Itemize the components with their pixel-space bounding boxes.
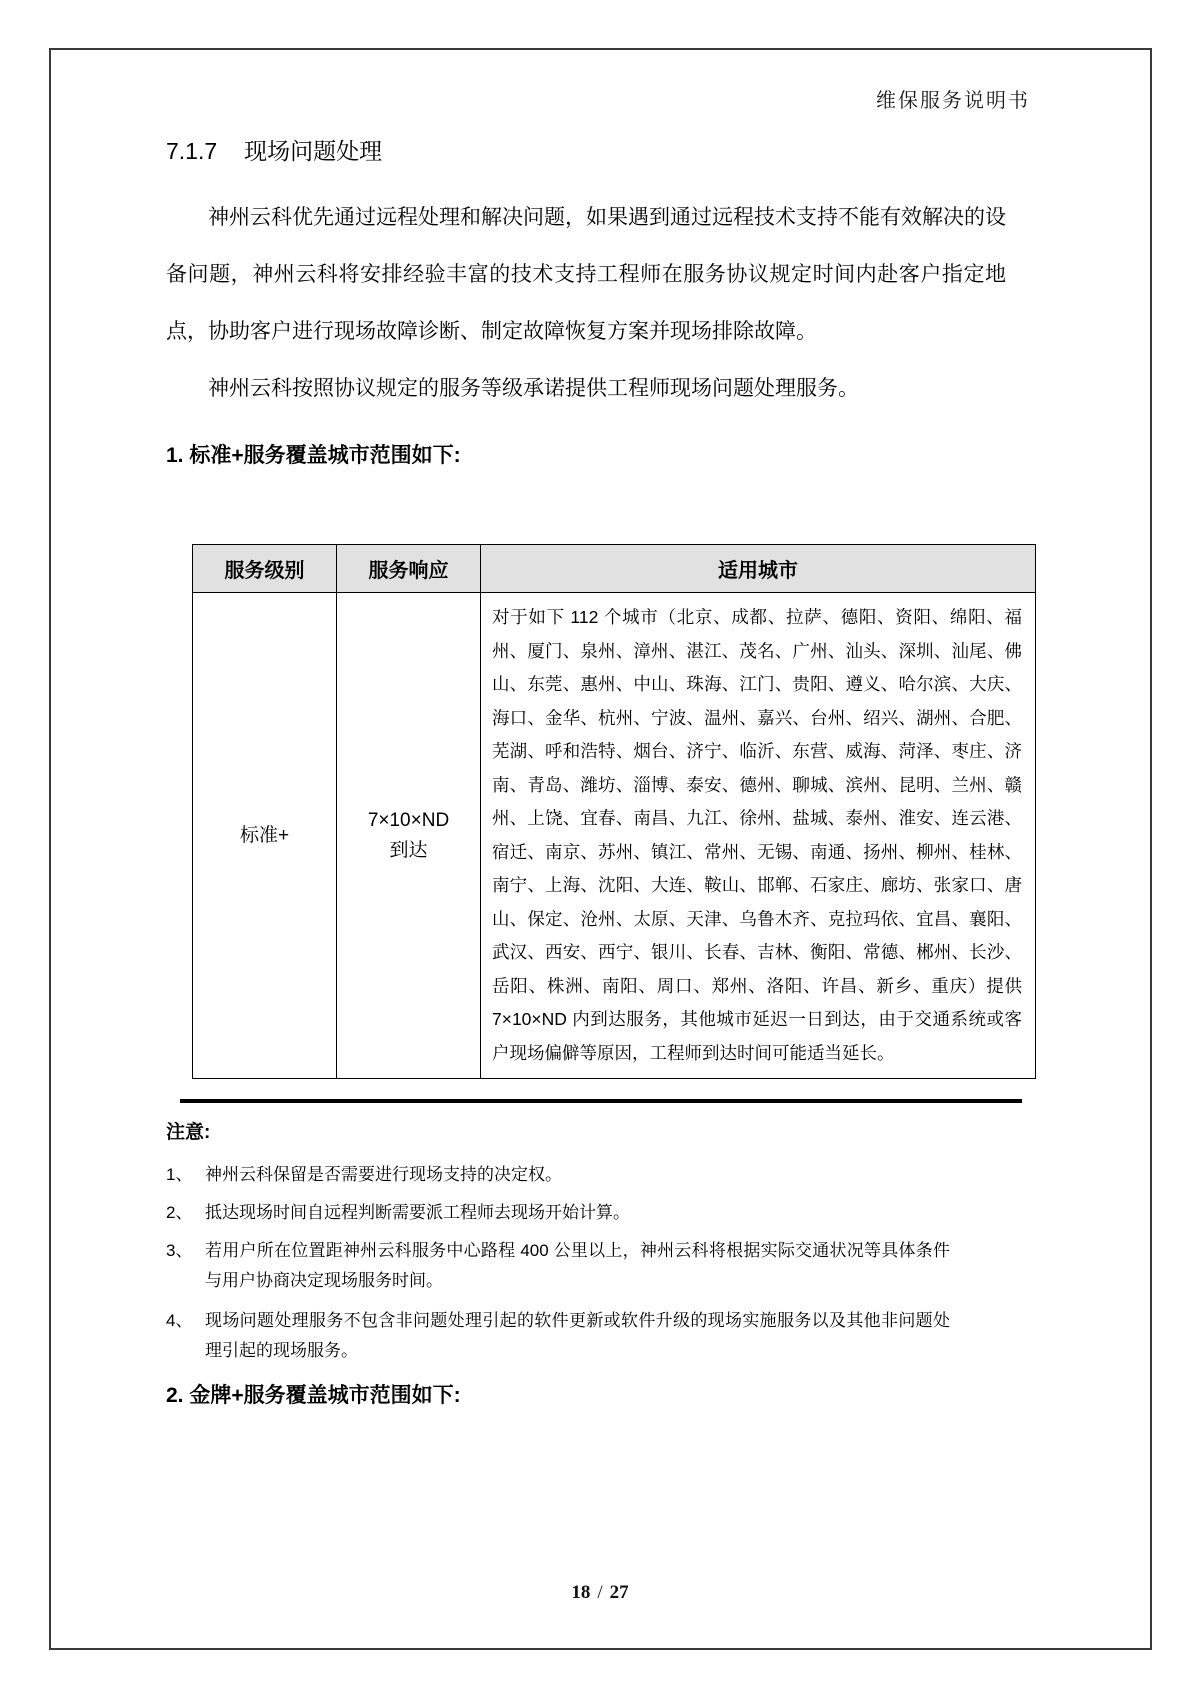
page-footer: [0, 1582, 1200, 1604]
service-response-line1: 7×10×ND: [367, 809, 450, 831]
note-item-3: [166, 1236, 1006, 1296]
cities-text: 对于如下 112 个城市（北京、成都、拉萨、德阳、资阳、绵阳、福州、厦门、泉州、漳州、湛江、茂名、广州、汕头、深圳、汕尾、佛山、东莞、惠州、中山、珠海、江门、贵阳、遵义、哈尔滨、大庆、海口、金华、杭州、宁波、温州、嘉兴、台州、绍兴、湖州、合肥、芜湖、呼和浩特、烟台、济宁、临沂、东营、威海、菏泽、枣庄、济南、青岛、潍坊、淄博、泰安、德州、聊城、滨州、昆明、兰州、赣州、上饶、宜春、南昌、九江、徐州、盐城、泰州、淮安、连云港、宿迁、南京、苏州、镇江、常州、无锡、南通、扬州、柳州、桂林、南宁、上海、沈阳、大连、鞍山、邯郸、石家庄、廊坊、张家口、唐山、保定、沧州、太原、天津、乌鲁木齐、克拉玛依、宜昌、襄阳、武汉、西安、西宁、银川、长春、吉林、衡阳、常德、郴州、长沙、岳阳、株洲、南阳、周口、郑州、洛阳、许昌、新乡、重庆）提供 7×10×ND 内到达服务，其他城市延迟一日到达，由于交通系统或客户现场偏僻等原因，工程师到达时间可能适当延长。: [492, 607, 1022, 1063]
note-item-2: [166, 1198, 1006, 1228]
cell-service-response: [337, 593, 481, 1079]
table-header-row: [193, 545, 1036, 593]
running-header: 维保服务说明书: [876, 90, 1030, 112]
note-text: 抵达现场时间自远程判断需要派工程师去现场开始计算。: [205, 1203, 630, 1222]
service-level-value: 标准+: [239, 824, 290, 846]
note-number: 3、: [166, 1241, 193, 1260]
section-title-text: 现场问题处理: [244, 138, 383, 164]
table-row: [193, 593, 1036, 1079]
note-item-4: [166, 1306, 1006, 1366]
notes-label: 注意:: [166, 1122, 211, 1143]
section-heading: [166, 137, 1006, 165]
col-header-service-level: 服务级别: [193, 545, 337, 593]
note-text: 神州云科保留是否需要进行现场支持的决定权。: [205, 1165, 562, 1184]
heading-standard-plus: 1. 标准+服务覆盖城市范围如下:: [166, 444, 461, 467]
col-header-service-response: 服务响应: [337, 545, 481, 593]
page-number: 18: [571, 1582, 591, 1603]
page-total: 27: [609, 1582, 629, 1603]
content-column: [166, 48, 1022, 1408]
cell-service-level: [193, 593, 337, 1079]
paragraph-2: 神州云科按照协议规定的服务等级承诺提供工程师现场问题处理服务。: [208, 377, 859, 400]
page-number-separator: /: [597, 1582, 603, 1603]
note-text: 现场问题处理服务不包含非问题处理引起的软件更新或软件升级的现场实施服务以及其他非问题处理引起的现场服务。: [205, 1311, 950, 1360]
paragraph-1: 神州云科优先通过远程处理和解决问题，如果遇到通过远程技术支持不能有效解决的设备问题，神州云科将安排经验丰富的技术支持工程师在服务协议规定时间内赴客户指定地点，协助客户进行现场故障诊断、制定故障恢复方案并现场排除故障。: [166, 206, 1006, 343]
col-header-applicable-cities: 适用城市: [481, 545, 1036, 593]
note-number: 1、: [166, 1165, 193, 1184]
note-item-1: [166, 1160, 1006, 1190]
note-number: 4、: [166, 1311, 193, 1330]
heading-gold-plus: 2. 金牌+服务覆盖城市范围如下:: [166, 1384, 461, 1407]
note-text: 若用户所在位置距神州云科服务中心路程 400 公里以上，神州云科将根据实际交通状况等具体条件与用户协商决定现场服务时间。: [205, 1241, 950, 1290]
service-response-line2: 到达: [389, 839, 428, 861]
cell-applicable-cities: [481, 593, 1036, 1079]
note-number: 2、: [166, 1203, 193, 1222]
section-number: 7.1.7: [166, 138, 218, 164]
divider-rule: [180, 1099, 1022, 1103]
service-coverage-table: [192, 544, 1036, 1079]
